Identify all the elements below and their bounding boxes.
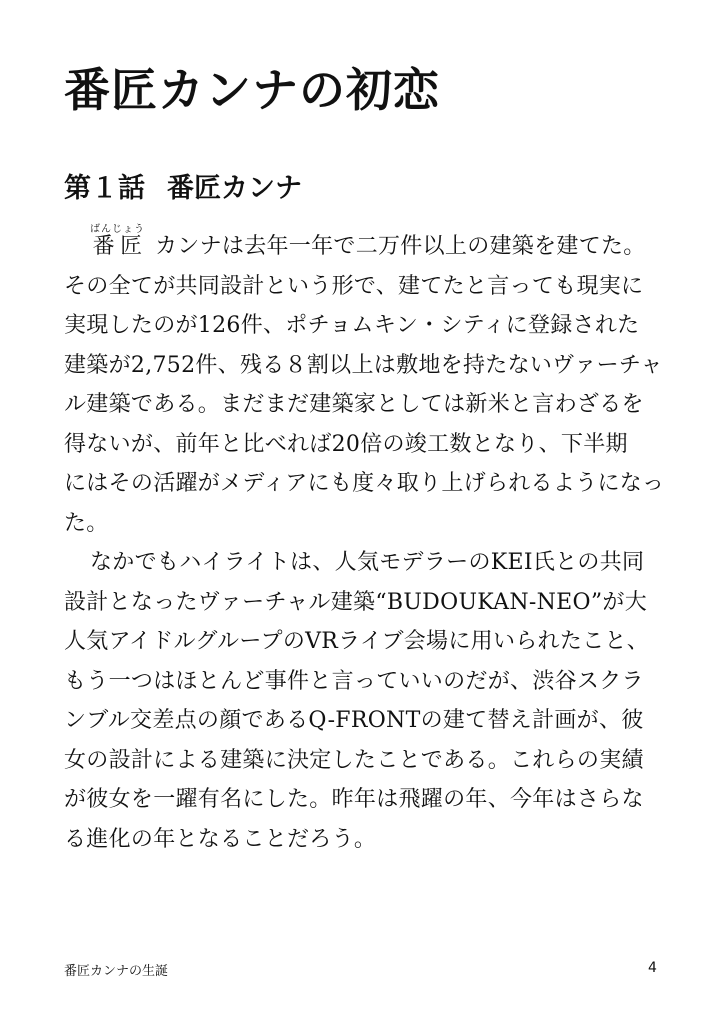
body-line: 番匠ばんじょうカンナは去年一年で二万件以上の建築を建てた。: [90, 224, 646, 259]
page-number: 4: [648, 960, 657, 976]
body-line: その全てが共同設計という形で、建てたと言っても現実に: [64, 273, 644, 299]
body-line: 設計となったヴァーチャル建築“BUDOUKAN-NEO”が大: [64, 589, 647, 615]
chapter-number: 第１話: [64, 173, 145, 204]
body-line: 実現したのが126件、ポチョムキン・シティに登録された: [64, 313, 640, 338]
body-line: なかでもハイライトは、人気モデラーのKEI氏との共同: [90, 550, 645, 575]
chapter-name: 番匠カンナ: [167, 173, 302, 204]
body-line: 建築が2,752件、残る８割以上は敷地を持たないヴァーチャ: [64, 352, 663, 378]
page-title: 番匠カンナの初恋: [64, 63, 440, 117]
body-line: もう一つはほとんど事件と言っていいのだが、渋谷スクラ: [64, 668, 644, 694]
ruby-annotation: 番匠ばんじょう: [90, 224, 145, 259]
body-text: [64, 224, 664, 859]
footer-book-title: 番匠カンナの生誕: [64, 964, 169, 979]
body-line: ンブル交差点の顔であるQ-FRONTの建て替え計画が、彼: [64, 708, 644, 733]
chapter-heading: [64, 172, 302, 206]
body-line: ル建築である。まだまだ建築家としては新米と言わざるを: [64, 392, 644, 417]
body-line: た。: [64, 510, 109, 536]
body-line: る進化の年となることだろう。: [64, 826, 377, 852]
body-line: にはその活躍がメディアにも度々取り上げられるようになっ: [64, 471, 665, 496]
body-line: が彼女を一躍有名にした。昨年は飛躍の年、今年はさらな: [64, 787, 644, 812]
body-line: 女の設計による建築に決定したことである。これらの実績: [64, 747, 644, 773]
body-line: 得ないが、前年と比べれば20倍の竣工数となり、下半期: [64, 431, 628, 457]
body-line: 人気アイドルグループのVRライブ会場に用いられたこと、: [64, 629, 650, 654]
